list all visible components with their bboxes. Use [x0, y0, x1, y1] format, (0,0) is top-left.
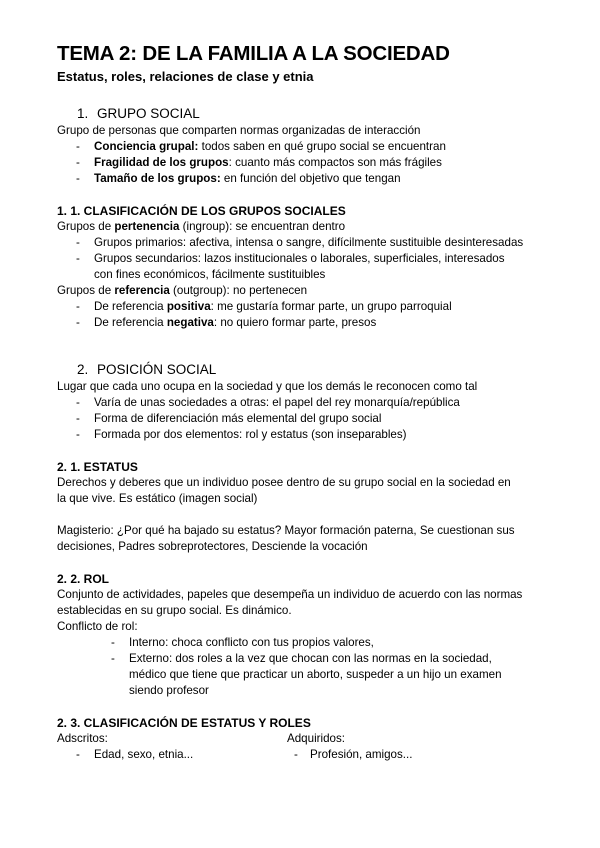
- subsection-heading: 1. 1. CLASIFICACIÓN DE LOS GRUPOS SOCIALES: [57, 204, 346, 218]
- section-heading-posicion-social: [77, 362, 216, 377]
- paragraph: Lugar que cada uno ocupa en la sociedad y que los demás le reconocen como tal: [57, 380, 478, 393]
- section-title: GRUPO SOCIAL: [97, 106, 200, 121]
- paragraph: la que vive. Es estático (imagen social): [57, 492, 258, 505]
- paragraph: Derechos y deberes que un individuo posee dentro de su grupo social en la sociedad en: [57, 476, 511, 489]
- section-number: 2.: [77, 362, 89, 377]
- column-label-adquiridos: Adquiridos:: [287, 732, 346, 745]
- document-page: TEMA 2: DE LA FAMILIA A LA SOCIEDAD Estatus, roles, relaciones de clase y etnia 1. GRUPO SOCIAL Grupo de personas que comparten normas organizadas de interacción - Conciencia grupal: todos saben en qué grupo social se encuentran - Fragilidad de los grupos: cuanto más compactos son más frágiles - Tamaño de los grupos: en función del objetivo que tengan 1. 1. CLASIFICACIÓN DE LOS GRUPOS SOCIALES Grupos de pertenencia (ingroup): se encuentran dentro - Grupos primarios: afectiva, intensa o sangre, difícilmente sustituible desinteresadas - Grupos secundarios: lazos institucionales o laborales, superficiales, interesados con fines económicos, fácilmente sustituibles Grupos de referencia (outgroup): no pertenecen - De referencia positiva: me gustaría formar parte, un grupo parroquial - De referencia negativa: no quiero formar parte, presos 2. POSICIÓN SOCIAL Lugar que cada uno ocupa en la sociedad y que los demás le reconocen como tal - Varía de unas sociedades a otras: el papel del rey monarquía/república - Forma de diferenciación más elemental del grupo social - Formada por dos elementos: rol y estatus (son inseparables) 2. 1. ESTATUS Derechos y deberes que un individuo posee dentro de su grupo social en la sociedad en la que vive. Es estático (imagen social) Magisterio: ¿Por qué ha bajado su estatus? Mayor formación paterna, Se cuestionan sus decisiones, Padres sobreprotectores, Desciende la vocación 2. 2. ROL Conjunto de actividades, papeles que desempeña un individuo de acuerdo con las normas establecidas en su grupo social. Es dinámico. Conflicto de rol: - Interno: choca conflicto con tus propios valores, - Externo: dos roles a la vez que chocan con las normas en la sociedad, médico que tiene que practicar un aborto, suspeder a un hijo un examen siendo profesor 2. 3. CLASIFICACIÓN DE ESTATUS Y ROLES Adscritos: Adquiridos: - Edad, sexo, etnia... - Profesión, amigos...: [57, 42, 524, 761]
- section-title: POSICIÓN SOCIAL: [97, 362, 217, 377]
- column-label-adscritos: Adscritos:: [57, 732, 108, 745]
- paragraph: Conflicto de rol:: [57, 620, 138, 633]
- section-heading-grupo-social: [77, 106, 200, 121]
- paragraph: Magisterio: ¿Por qué ha bajado su estatus? Mayor formación paterna, Se cuestionan sus: [57, 524, 515, 537]
- paragraph: Grupo de personas que comparten normas organizadas de interacción: [57, 124, 421, 137]
- subsection-heading: 2. 2. ROL: [57, 572, 110, 586]
- subsection-heading: 2. 1. ESTATUS: [57, 460, 138, 474]
- paragraph: Grupos de pertenencia (ingroup): se encuentran dentro: [57, 220, 346, 233]
- paragraph: establecidas en su grupo social. Es dinámico.: [57, 604, 292, 617]
- document-title: TEMA 2: DE LA FAMILIA A LA SOCIEDAD: [57, 42, 450, 65]
- document-subtitle: Estatus, roles, relaciones de clase y etnia: [57, 69, 314, 84]
- paragraph: Conjunto de actividades, papeles que desempeña un individuo de acuerdo con las normas: [57, 588, 523, 601]
- paragraph: Grupos de referencia (outgroup): no pertenecen: [57, 284, 308, 297]
- subsection-heading: 2. 3. CLASIFICACIÓN DE ESTATUS Y ROLES: [57, 716, 311, 730]
- paragraph: decisiones, Padres sobreprotectores, Desciende la vocación: [57, 540, 368, 553]
- section-number: 1.: [77, 106, 89, 121]
